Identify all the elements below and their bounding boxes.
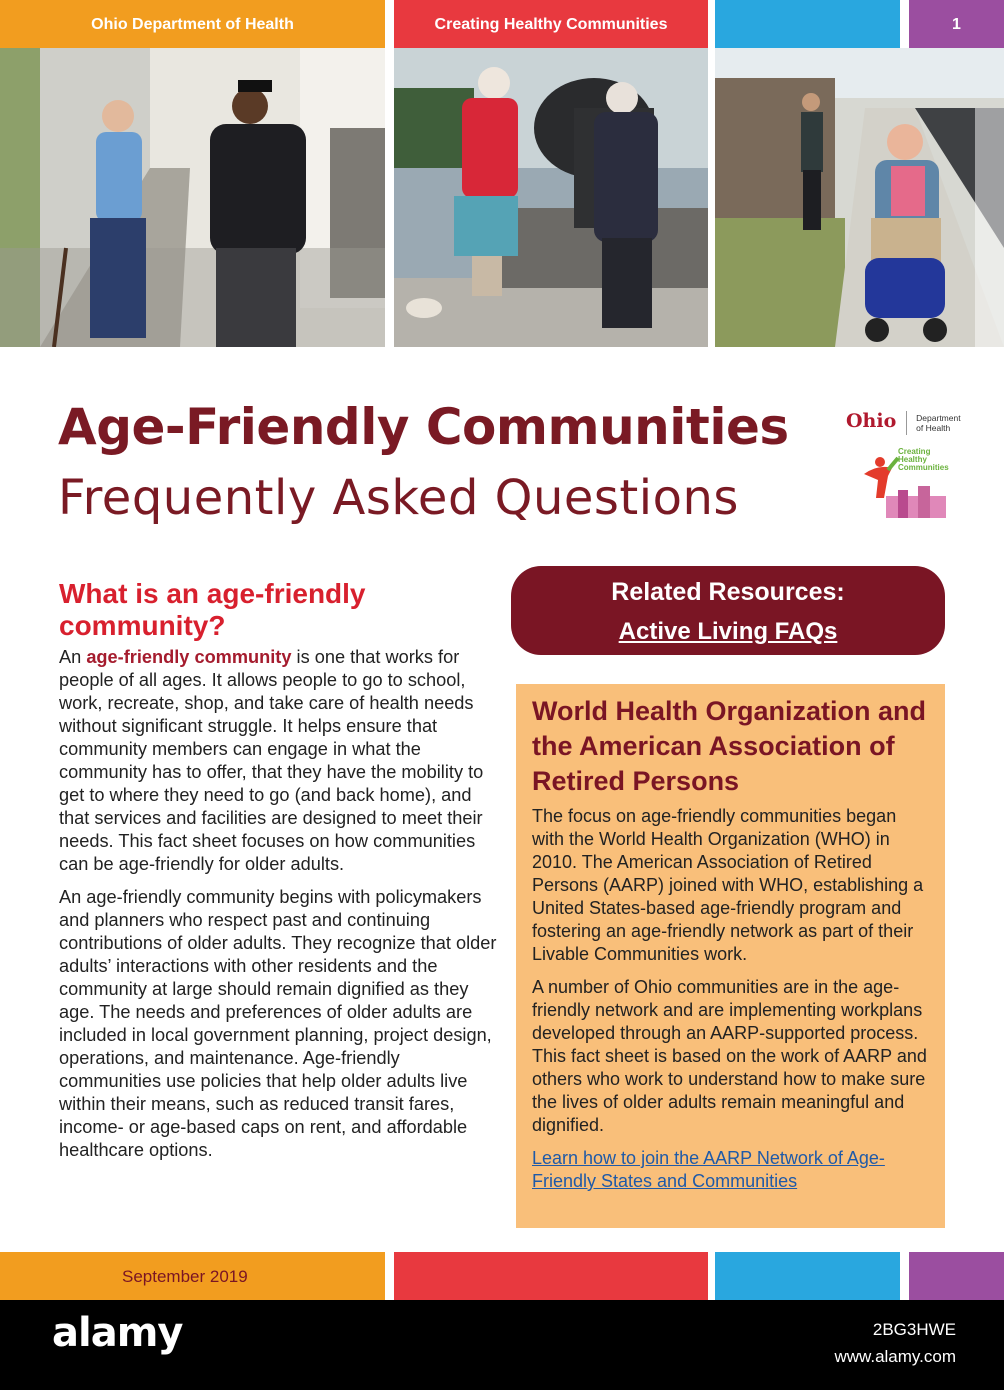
chc-text — [898, 448, 949, 472]
paragraph-1-prefix: An — [59, 647, 87, 667]
page-title: Age-Friendly Communities — [58, 398, 789, 456]
ohio-wordmark: Ohio — [846, 410, 897, 432]
photo-men-walking-image — [0, 48, 385, 347]
dept-line-1: Department — [916, 412, 961, 423]
active-living-faqs-link[interactable]: Active Living FAQs — [618, 618, 838, 645]
photo-man-scooter-image — [715, 48, 1004, 347]
chc-line-1: Creating — [898, 447, 931, 456]
footer-bar-purple — [909, 1252, 1004, 1300]
who-aarp-paragraph-1: The focus on age-friendly communities began with the World Health Organization (WHO) in 2010. The American Association of Retired Persons (AARP) joined with WHO, establishing a United States-based age-friendly program and fostering an age-friendly network as part of their Livable Communities work. — [532, 806, 924, 964]
who-aarp-heading: World Health Organization and the American Association of Retired Persons — [532, 696, 927, 796]
footer-bar-red — [394, 1252, 708, 1300]
question-heading: What is an age-friendly community? — [59, 578, 366, 641]
related-resources-title: Related Resources: — [611, 578, 845, 606]
chc-line-2: Healthy — [898, 455, 927, 464]
left-column — [59, 578, 499, 1172]
dept-text — [916, 413, 960, 433]
photo-men-walking — [0, 48, 385, 347]
related-resources-box — [511, 566, 945, 655]
stock-logo: alamy — [52, 1310, 183, 1356]
header-tab-orange — [0, 0, 385, 48]
header-tab-blue — [715, 0, 900, 48]
logo-divider — [906, 411, 907, 435]
paragraph-1 — [59, 646, 499, 876]
chc-line-3: Communities — [898, 463, 949, 472]
page-number: 1 — [952, 16, 961, 33]
creating-healthy-communities-logo — [858, 446, 968, 522]
who-aarp-paragraph-2: A number of Ohio communities are in the age-friendly network and are implementing workplans developed through an AARP-supported process. This fact sheet is based on the work of AARP and others who work to understand how to make sure the lives of older adults remain meaningful and dignified. — [532, 977, 927, 1135]
stock-image-id: 2BG3HWE — [872, 1320, 956, 1339]
paragraph-1-bold: age-friendly community — [86, 647, 292, 667]
who-aarp-box — [516, 684, 945, 1228]
header-tab-label-odh: Ohio Department of Health — [91, 16, 294, 33]
header-tab-purple — [909, 0, 1004, 48]
paragraph-2: An age-friendly community begins with policymakers and planners who respect past and continuing contributions of older adults. They recognize that older adults’ interactions with other residents and the community at large should remain dignified as they age. The needs and preferences of older adults are included in local government planning, project design, operations, and maintenance. Age-friendly communities use policies that help older adults live within their means, such as reduced transit fares, income- or age-based caps on rent, and affordable healthcare options. — [59, 887, 497, 1160]
stock-url: www.alamy.com — [834, 1347, 956, 1366]
footer-bar-blue — [715, 1252, 900, 1300]
aarp-network-link[interactable]: Learn how to join the AARP Network of Age-Friendly States and Communities — [532, 1148, 885, 1191]
photo-women-statue-image — [394, 48, 708, 347]
ohio-dept-health-logo — [846, 410, 961, 435]
publication-date: September 2019 — [122, 1267, 248, 1286]
dept-line-2: of Health — [916, 422, 951, 433]
header-tab-red — [394, 0, 708, 48]
page-subtitle: Frequently Asked Questions — [58, 470, 739, 526]
header-tab-label-chc: Creating Healthy Communities — [434, 16, 668, 33]
photo-man-scooter — [715, 48, 1004, 347]
paragraph-1-rest: is one that works for people of all ages. It allows people to go to school, work, recreate, shop, and take care of health needs without significant struggle. It helps ensure that community members can engage in what the community has to offer, that they have the mobility to get to where they need to go (and back home), and that services and facilities are designed to meet their needs. This fact sheet focuses on how communities can be age-friendly for older adults. — [59, 647, 484, 874]
photo-women-statue — [394, 48, 708, 347]
